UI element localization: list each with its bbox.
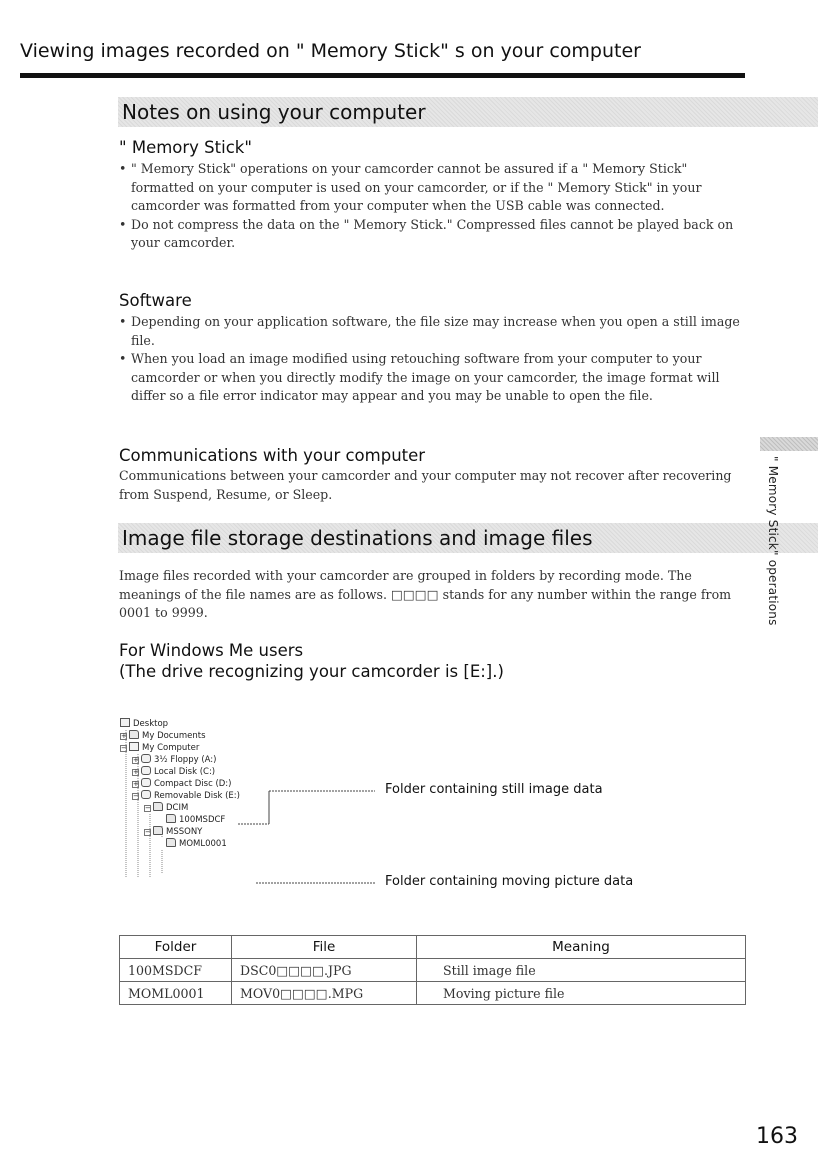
tree-label-desktop: Desktop [133,719,169,729]
collapse-minus-icon[interactable]: − [133,792,139,800]
collapse-minus-icon[interactable]: − [145,828,151,836]
expand-plus-icon[interactable]: + [133,780,139,788]
tree-item-desktop[interactable] [120,718,168,730]
removable-drive-icon [141,790,151,799]
tree-item-moml0001[interactable] [166,838,227,850]
computer-icon [129,742,139,751]
side-tab-label: " Memory Stick" operations [766,456,780,626]
memory-stick-bullet-2: • Do not compress the data on the " Memory Stick." Compressed files cannot be played back on your camcorder. [119,216,744,253]
tree-label-floppy: 3½ Floppy (A:) [154,755,217,765]
page-title: Viewing images recorded on " Memory Stick" s on your computer [20,40,641,62]
communications-paragraph: Communications between your camcorder and your computer may not recover after recovering from Suspend, Resume, or Sleep. [119,468,732,502]
table-header-row [120,936,746,959]
tree-item-dcim[interactable] [144,802,188,814]
heading-communications: Communications with your computer [119,446,426,465]
expand-plus-icon[interactable]: + [133,768,139,776]
side-tab-marker [760,437,818,451]
tree-item-mssony[interactable] [144,826,202,838]
tree-item-removable-disk[interactable] [132,790,240,802]
section-band-storage: Image file storage destinations and image files [118,523,818,553]
tree-label-100msdcf: 100MSDCF [179,815,226,825]
tree-label-mssony: MSSONY [166,827,203,837]
memory-stick-bullet-1: • " Memory Stick" operations on your camcorder cannot be assured if a " Memory Stick" formatted on your computer is used on your camcorder, or if the " Memory Stick" in your camcorder was formatted from your computer when the USB cable was connected. [119,160,744,216]
tree-label-compact-disc: Compact Disc (D:) [154,779,232,789]
storage-intro-paragraph: Image files recorded with your camcorder are grouped in folders by recording mode. The meanings of the file names are as follows. □□□□ stands for any number within the range from 0001 to 9999. [119,568,732,620]
folder-icon [153,802,163,811]
storage-intro [119,567,744,623]
table-cell-file: DSC0□□□□.JPG [232,959,417,982]
hard-drive-icon [141,766,151,775]
table-cell-file: MOV0□□□□.MPG [232,982,417,1005]
expand-plus-icon[interactable]: + [133,756,139,764]
folder-icon [153,826,163,835]
tree-item-100msdcf[interactable] [166,814,225,826]
heading-windows-me: For Windows Me users [119,641,304,660]
tree-label-dcim: DCIM [166,803,189,813]
collapse-minus-icon[interactable]: − [121,744,127,752]
table-cell-folder: MOML0001 [120,982,232,1005]
table-row [120,982,746,1005]
folder-icon [166,814,176,823]
collapse-minus-icon[interactable]: − [145,804,151,812]
title-rule [20,73,745,78]
cd-drive-icon [141,778,151,787]
software-bullet-1: • Depending on your application software, the file size may increase when you open a still image file. [119,313,744,350]
explorer-tree [120,718,320,898]
tree-label-removable-disk: Removable Disk (E:) [154,791,240,801]
tree-item-compact-disc[interactable] [132,778,231,790]
floppy-drive-icon [141,754,151,763]
page-number: 163 [756,1124,798,1149]
table-row [120,959,746,982]
expand-plus-icon[interactable]: + [121,732,127,740]
folder-icon [166,838,176,847]
tree-label-my-computer: My Computer [142,743,200,753]
folder-icon [129,730,139,739]
tree-label-my-documents: My Documents [142,731,206,741]
column-header-meaning: Meaning [417,936,746,959]
section-band-notes: Notes on using your computer [118,97,818,127]
tree-label-moml0001: MOML0001 [179,839,227,849]
file-naming-table [119,935,746,1005]
desktop-icon [120,718,130,727]
column-header-file: File [232,936,417,959]
software-bullet-2: • When you load an image modified using retouching software from your computer to your camcorder or when you directly modify the image on your camcorder, the image format will differ so a file error indicator may appear and you may be unable to open the file. [119,350,744,406]
callout-still-image: Folder containing still image data [385,782,603,797]
tree-item-my-documents[interactable] [120,730,206,742]
software-notes [119,313,744,406]
tree-item-local-disk[interactable] [132,766,215,778]
heading-memory-stick: " Memory Stick" [119,138,252,157]
callout-moving-picture: Folder containing moving picture data [385,874,634,889]
tree-item-my-computer[interactable] [120,742,199,754]
table-cell-meaning: Moving picture file [417,982,746,1005]
communications-text [119,467,744,504]
table-cell-meaning: Still image file [417,959,746,982]
memory-stick-notes [119,160,744,253]
column-header-folder: Folder [120,936,232,959]
table-cell-folder: 100MSDCF [120,959,232,982]
heading-drive-note: (The drive recognizing your camcorder is [E:].) [119,662,504,681]
tree-label-local-disk: Local Disk (C:) [154,767,216,777]
heading-software: Software [119,291,192,310]
tree-item-floppy[interactable] [132,754,216,766]
